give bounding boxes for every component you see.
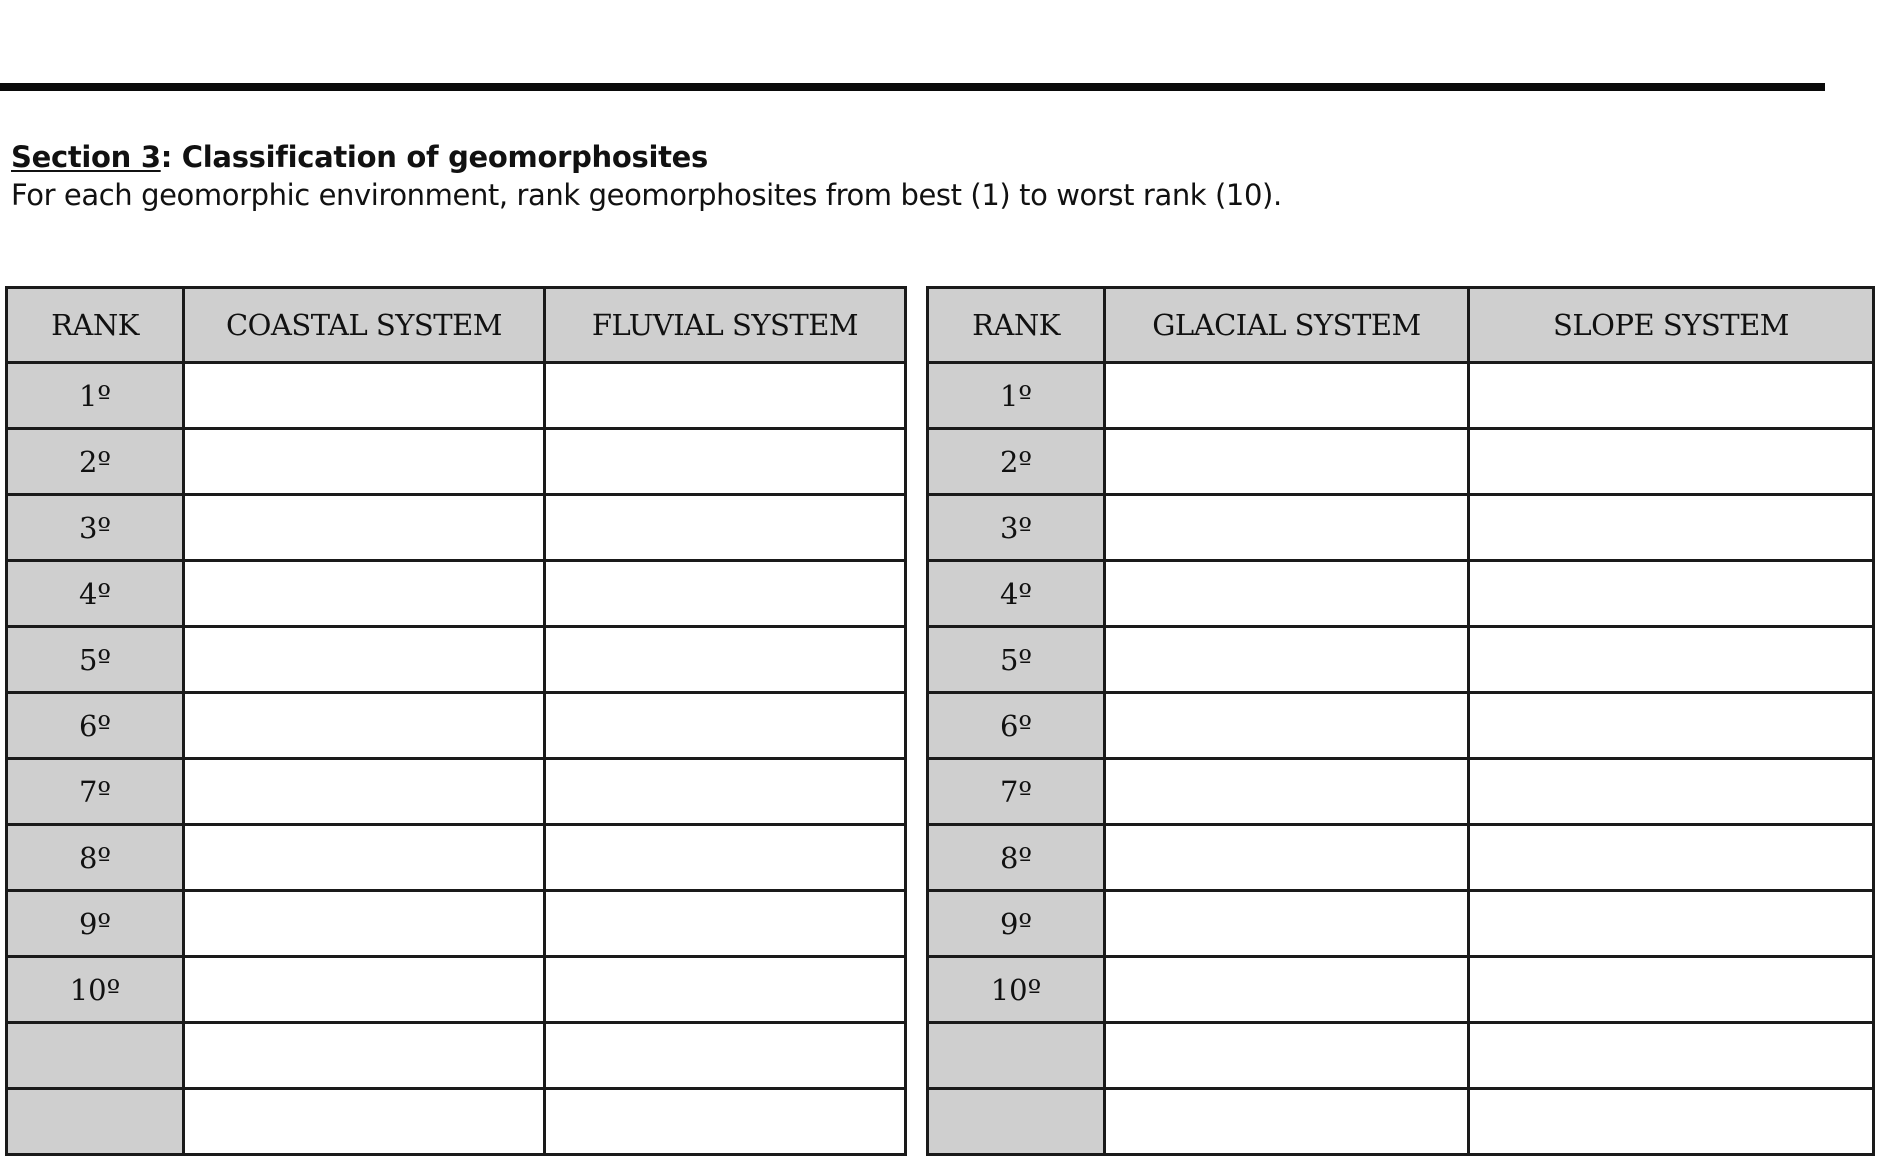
section-title: : Classification of geomorphosites <box>160 140 708 174</box>
table-row <box>928 891 1874 957</box>
coastal-entry-cell[interactable] <box>184 429 545 495</box>
header-row <box>928 288 1874 363</box>
fluvial-entry-cell[interactable] <box>545 429 906 495</box>
coastal-entry-cell[interactable] <box>184 627 545 693</box>
fluvial-entry-cell[interactable] <box>545 363 906 429</box>
rank-cell: 8º <box>928 825 1105 891</box>
slope-entry-cell[interactable] <box>1469 825 1874 891</box>
table-row <box>7 693 906 759</box>
table-row <box>928 957 1874 1023</box>
table-row <box>7 495 906 561</box>
table-row <box>928 363 1874 429</box>
rank-cell: 6º <box>7 693 184 759</box>
ranking-table-coastal-fluvial <box>5 286 907 1156</box>
rank-cell: 5º <box>7 627 184 693</box>
table-row <box>928 1023 1874 1089</box>
glacial-entry-cell[interactable] <box>1105 429 1469 495</box>
glacial-entry-cell[interactable] <box>1105 759 1469 825</box>
slope-entry-cell[interactable] <box>1469 561 1874 627</box>
rank-cell: 9º <box>928 891 1105 957</box>
header-slope-system: SLOPE SYSTEM <box>1469 288 1874 363</box>
table-row <box>7 891 906 957</box>
top-divider <box>0 83 1825 91</box>
table-row <box>7 957 906 1023</box>
fluvial-entry-cell[interactable] <box>545 825 906 891</box>
rank-cell <box>928 1023 1105 1089</box>
rank-cell: 9º <box>7 891 184 957</box>
table-row <box>928 1089 1874 1155</box>
rank-cell: 8º <box>7 825 184 891</box>
glacial-entry-cell[interactable] <box>1105 495 1469 561</box>
table-row <box>928 495 1874 561</box>
rank-cell: 7º <box>7 759 184 825</box>
header-row <box>7 288 906 363</box>
slope-entry-cell[interactable] <box>1469 495 1874 561</box>
rank-cell: 2º <box>928 429 1105 495</box>
coastal-entry-cell[interactable] <box>184 759 545 825</box>
table-row <box>928 759 1874 825</box>
slope-entry-cell[interactable] <box>1469 363 1874 429</box>
rank-cell: 10º <box>928 957 1105 1023</box>
coastal-entry-cell[interactable] <box>184 825 545 891</box>
fluvial-entry-cell[interactable] <box>545 1023 906 1089</box>
glacial-entry-cell[interactable] <box>1105 1023 1469 1089</box>
header-rank: RANK <box>7 288 184 363</box>
coastal-entry-cell[interactable] <box>184 891 545 957</box>
coastal-entry-cell[interactable] <box>184 561 545 627</box>
glacial-entry-cell[interactable] <box>1105 693 1469 759</box>
slope-entry-cell[interactable] <box>1469 759 1874 825</box>
table-row <box>7 627 906 693</box>
slope-entry-cell[interactable] <box>1469 1089 1874 1155</box>
rank-cell: 7º <box>928 759 1105 825</box>
table-row <box>928 429 1874 495</box>
rank-cell: 3º <box>928 495 1105 561</box>
rank-cell <box>928 1089 1105 1155</box>
slope-entry-cell[interactable] <box>1469 627 1874 693</box>
rank-cell: 4º <box>7 561 184 627</box>
coastal-entry-cell[interactable] <box>184 957 545 1023</box>
fluvial-entry-cell[interactable] <box>545 561 906 627</box>
slope-entry-cell[interactable] <box>1469 891 1874 957</box>
table-row <box>7 1023 906 1089</box>
header-rank: RANK <box>928 288 1105 363</box>
table-row <box>7 759 906 825</box>
table-row <box>928 627 1874 693</box>
section-heading <box>11 140 708 174</box>
fluvial-entry-cell[interactable] <box>545 627 906 693</box>
slope-entry-cell[interactable] <box>1469 957 1874 1023</box>
rank-cell: 6º <box>928 693 1105 759</box>
table-row <box>928 561 1874 627</box>
section-label: Section 3 <box>11 140 161 174</box>
fluvial-entry-cell[interactable] <box>545 891 906 957</box>
slope-entry-cell[interactable] <box>1469 693 1874 759</box>
rank-cell <box>7 1023 184 1089</box>
fluvial-entry-cell[interactable] <box>545 1089 906 1155</box>
instructions-text: For each geomorphic environment, rank geomorphosites from best (1) to worst rank (10). <box>11 178 1282 212</box>
rank-cell: 5º <box>928 627 1105 693</box>
header-fluvial-system: FLUVIAL SYSTEM <box>545 288 906 363</box>
rank-cell: 4º <box>928 561 1105 627</box>
rank-cell: 10º <box>7 957 184 1023</box>
glacial-entry-cell[interactable] <box>1105 957 1469 1023</box>
coastal-entry-cell[interactable] <box>184 363 545 429</box>
header-glacial-system: GLACIAL SYSTEM <box>1105 288 1469 363</box>
rank-cell <box>7 1089 184 1155</box>
table-row <box>7 363 906 429</box>
glacial-entry-cell[interactable] <box>1105 627 1469 693</box>
table-row <box>7 1089 906 1155</box>
glacial-entry-cell[interactable] <box>1105 825 1469 891</box>
table-row <box>7 561 906 627</box>
table-row <box>928 693 1874 759</box>
slope-entry-cell[interactable] <box>1469 1023 1874 1089</box>
glacial-entry-cell[interactable] <box>1105 891 1469 957</box>
glacial-entry-cell[interactable] <box>1105 561 1469 627</box>
table-row <box>7 429 906 495</box>
coastal-entry-cell[interactable] <box>184 1089 545 1155</box>
fluvial-entry-cell[interactable] <box>545 759 906 825</box>
table-row <box>7 825 906 891</box>
fluvial-entry-cell[interactable] <box>545 957 906 1023</box>
rank-cell: 3º <box>7 495 184 561</box>
rank-cell: 2º <box>7 429 184 495</box>
glacial-entry-cell[interactable] <box>1105 1089 1469 1155</box>
rank-cell: 1º <box>7 363 184 429</box>
table-row <box>928 825 1874 891</box>
header-coastal-system: COASTAL SYSTEM <box>184 288 545 363</box>
fluvial-entry-cell[interactable] <box>545 693 906 759</box>
coastal-entry-cell[interactable] <box>184 1023 545 1089</box>
glacial-entry-cell[interactable] <box>1105 363 1469 429</box>
fluvial-entry-cell[interactable] <box>545 495 906 561</box>
rank-cell: 1º <box>928 363 1105 429</box>
coastal-entry-cell[interactable] <box>184 693 545 759</box>
ranking-table-glacial-slope <box>926 286 1875 1156</box>
slope-entry-cell[interactable] <box>1469 429 1874 495</box>
coastal-entry-cell[interactable] <box>184 495 545 561</box>
